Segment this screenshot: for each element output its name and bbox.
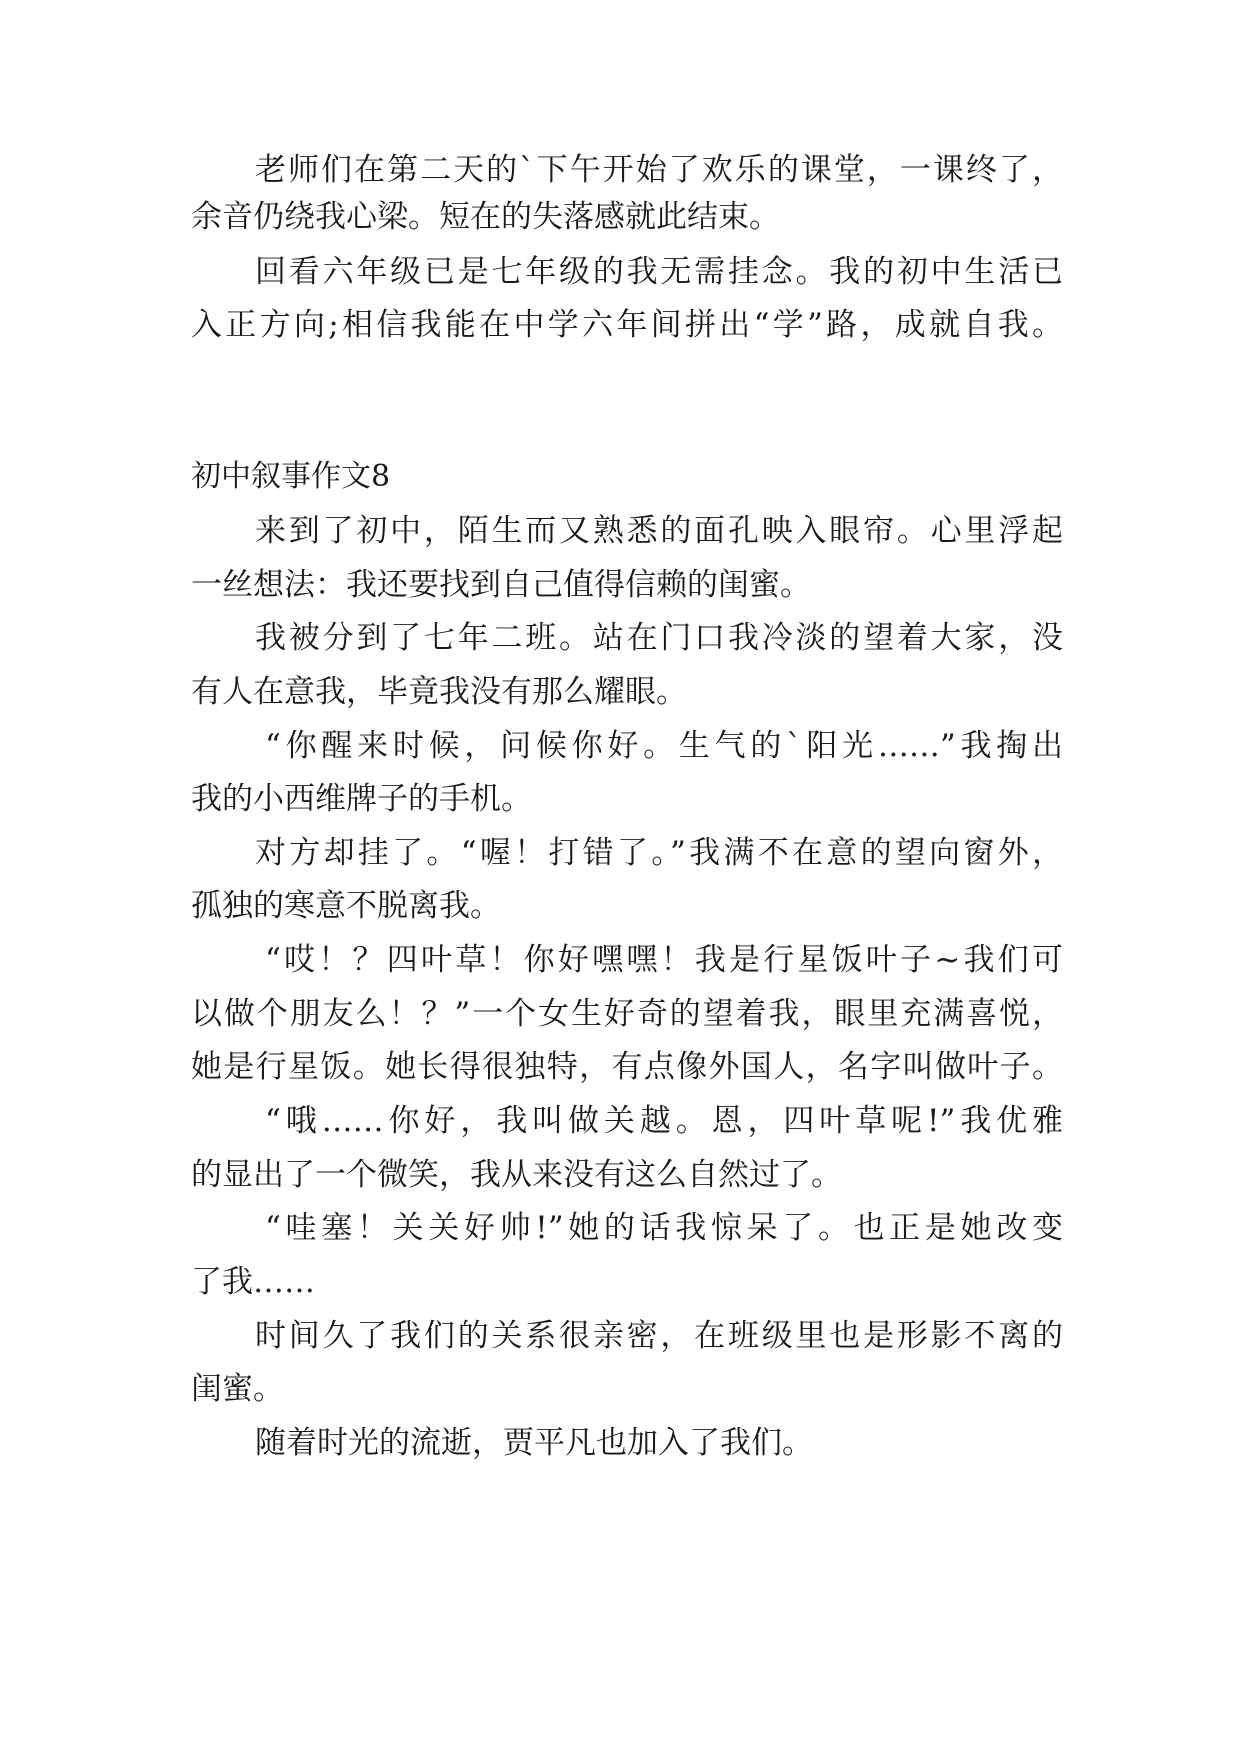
paragraph-line: 闺蜜。 — [191, 1371, 284, 1407]
paragraph-line: 对方却挂了。“喔！打错了。”我满不在意的望向窗外， — [255, 835, 1063, 871]
section-heading: 初中叙事作文8 — [191, 459, 391, 494]
paragraph-line: 她是行星饭。她长得很独特，有点像外国人，名字叫做叶子。 — [191, 1049, 1063, 1085]
paragraph-line: “你醒来时候，问候你好。生气的`阳光……”我掏出 — [265, 728, 1063, 764]
paragraph-line: “哇塞！关关好帅!”她的话我惊呆了。也正是她改变 — [265, 1210, 1063, 1246]
paragraph-line: 老师们在第二天的`下午开始了欢乐的课堂，一课终了， — [255, 152, 1063, 188]
paragraph-line: “哦……你好，我叫做关越。恩，四叶草呢!”我优雅 — [265, 1103, 1063, 1139]
paragraph-line: “哎！？四叶草！你好嘿嘿！我是行星饭叶子~我们可 — [265, 942, 1063, 978]
paragraph-line: 一丝想法：我还要找到自己值得信赖的闺蜜。 — [191, 567, 811, 603]
paragraph-line: 我的小西维牌子的手机。 — [191, 781, 532, 817]
paragraph-line: 了我…… — [191, 1264, 315, 1300]
paragraph-line: 孤独的寒意不脱离我。 — [191, 888, 501, 924]
paragraph-line: 随着时光的流逝，贾平凡也加入了我们。 — [255, 1425, 813, 1461]
paragraph-line: 余音仍绕我心梁。短在的失落感就此结束。 — [191, 199, 780, 235]
paragraph-line: 我被分到了七年二班。站在门口我冷淡的望着大家，没 — [255, 620, 1063, 656]
paragraph-line: 有人在意我，毕竟我没有那么耀眼。 — [191, 674, 687, 710]
paragraph-line: 入正方向;相信我能在中学六年间拼出“学”路，成就自我。 — [191, 307, 1063, 343]
paragraph-line: 来到了初中，陌生而又熟悉的面孔映入眼帘。心里浮起 — [255, 513, 1063, 549]
paragraph-line: 时间久了我们的关系很亲密，在班级里也是形影不离的 — [255, 1318, 1063, 1354]
paragraph-line: 的显出了一个微笑，我从来没有这么自然过了。 — [191, 1157, 842, 1193]
paragraph-line: 以做个朋友么！？”一个女生好奇的望着我，眼里充满喜悦， — [191, 996, 1063, 1032]
paragraph-line: 回看六年级已是七年级的我无需挂念。我的初中生活已 — [255, 254, 1063, 290]
